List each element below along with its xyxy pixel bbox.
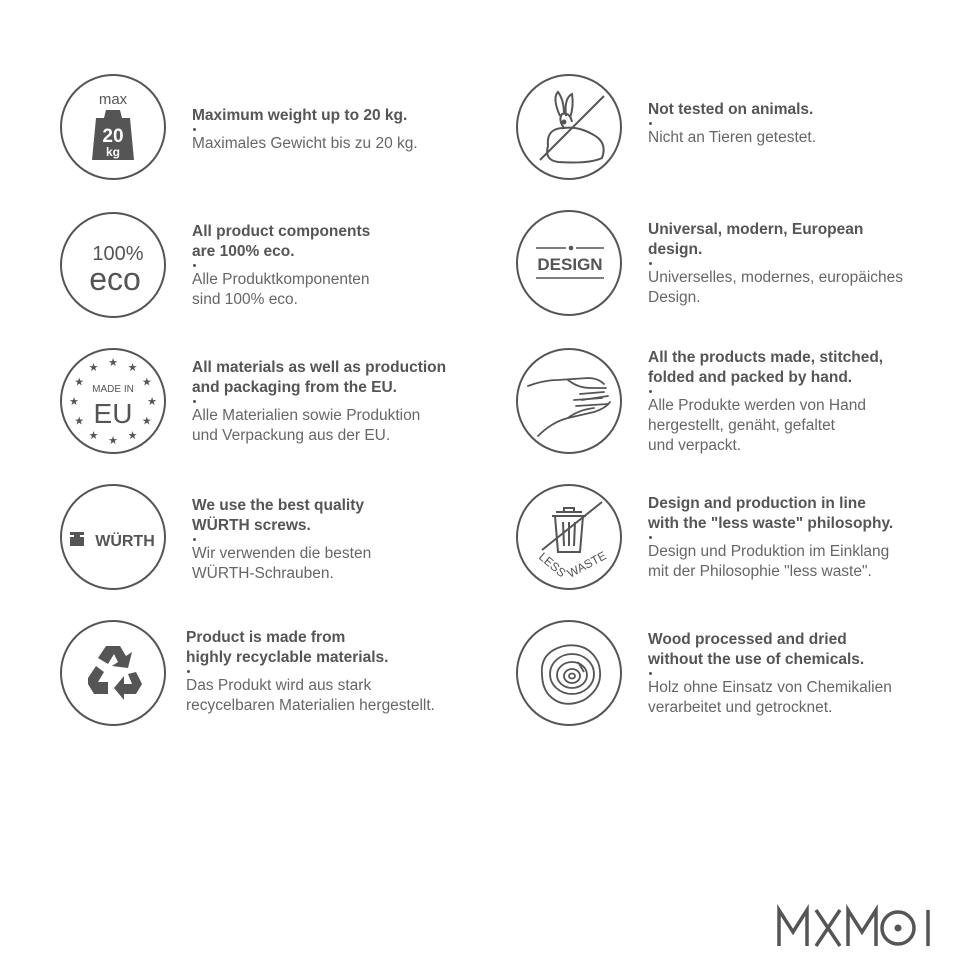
eu-star: ★ bbox=[127, 429, 138, 442]
feature-subtitle: Maximales Gewicht bis zu 20 kg. bbox=[192, 135, 418, 152]
feature-animals bbox=[516, 74, 956, 184]
rabbit-icon bbox=[516, 74, 622, 180]
eu-star: ★ bbox=[141, 415, 152, 428]
eu-star: ★ bbox=[108, 357, 118, 369]
svg-text:MADE IN: MADE IN bbox=[92, 384, 134, 395]
svg-text:kg: kg bbox=[105, 145, 121, 159]
svg-text:WÜRTH: WÜRTH bbox=[95, 533, 155, 550]
eu-star: ★ bbox=[108, 435, 118, 447]
wood-log-icon bbox=[516, 620, 622, 726]
eu-star: ★ bbox=[141, 376, 152, 389]
feature-subtitle: Alle Materialien sowie Produktion und Verpackung aus der EU. bbox=[192, 407, 421, 444]
feature-subtitle: Holz ohne Einsatz von Chemikalien verarbeitet und getrocknet. bbox=[648, 679, 892, 716]
made-in-eu-icon bbox=[60, 348, 166, 454]
feature-subtitle: Wir verwenden die besten WÜRTH-Schrauben. bbox=[192, 545, 372, 582]
hands-icon bbox=[516, 348, 622, 454]
eu-star: ★ bbox=[88, 362, 99, 375]
mamoi-logo bbox=[776, 902, 936, 950]
separator-dot bbox=[649, 122, 652, 125]
feature-subtitle: Alle Produkte werden von Hand hergestellt, genäht, gefaltet und verpackt. bbox=[648, 397, 866, 454]
separator-dot bbox=[187, 670, 190, 673]
feature-title: Not tested on animals. bbox=[648, 101, 814, 118]
feature-subtitle: Universelles, modernes, europäiches Design. bbox=[648, 269, 904, 306]
svg-text:LESS: LESS bbox=[536, 549, 569, 581]
svg-text:max: max bbox=[98, 91, 128, 108]
feature-weight bbox=[60, 74, 500, 184]
separator-dot bbox=[193, 128, 196, 131]
feature-title: We use the best quality WÜRTH screws. bbox=[192, 497, 364, 534]
eu-star: ★ bbox=[74, 376, 85, 389]
separator-dot bbox=[649, 536, 652, 539]
eu-star: ★ bbox=[69, 396, 79, 408]
feature-hands bbox=[516, 348, 956, 458]
feature-subtitle: Alle Produktkomponenten sind 100% eco. bbox=[192, 271, 370, 308]
weight-icon bbox=[60, 74, 166, 180]
feature-subtitle: Nicht an Tieren getestet. bbox=[648, 129, 817, 146]
svg-text:eco: eco bbox=[89, 261, 141, 297]
eu-star: ★ bbox=[147, 396, 157, 408]
separator-dot bbox=[649, 390, 652, 393]
separator-dot bbox=[649, 672, 652, 675]
feature-eco bbox=[60, 212, 500, 322]
feature-title: All the products made, stitched, folded and packed by hand. bbox=[648, 349, 884, 386]
design-icon bbox=[516, 210, 622, 316]
feature-design bbox=[516, 210, 956, 320]
svg-text:100%: 100% bbox=[92, 243, 144, 265]
svg-text:DESIGN: DESIGN bbox=[537, 255, 603, 274]
feature-title: All materials as well as production and packaging from the EU. bbox=[192, 359, 447, 396]
eu-star: ★ bbox=[88, 429, 99, 442]
feature-title: All product components are 100% eco. bbox=[192, 223, 371, 260]
feature-subtitle: Das Produkt wird aus stark recycelbaren Materialien hergestellt. bbox=[186, 677, 435, 714]
feature-title: Wood processed and dried without the use of chemicals. bbox=[648, 631, 865, 668]
eu-star: ★ bbox=[74, 415, 85, 428]
feature-recycle bbox=[60, 620, 500, 730]
feature-wurth bbox=[60, 484, 500, 594]
brand-text: MAMOI bbox=[776, 902, 780, 903]
separator-dot bbox=[193, 264, 196, 267]
eco-icon bbox=[60, 212, 166, 318]
feature-title: Universal, modern, European design. bbox=[648, 221, 864, 258]
feature-wood bbox=[516, 620, 956, 730]
feature-title: Maximum weight up to 20 kg. bbox=[192, 107, 408, 124]
svg-text:20: 20 bbox=[102, 126, 124, 147]
eu-star: ★ bbox=[127, 362, 138, 375]
wurth-icon bbox=[60, 484, 166, 590]
separator-dot bbox=[649, 262, 652, 265]
less-waste-icon bbox=[516, 484, 622, 590]
feature-subtitle: Design und Produktion im Einklang mit der Philosophie "less waste". bbox=[648, 543, 890, 580]
svg-text:EU: EU bbox=[93, 398, 133, 429]
svg-text:WASTE: WASTE bbox=[564, 548, 609, 581]
feature-less-waste bbox=[516, 484, 956, 594]
separator-dot bbox=[193, 538, 196, 541]
separator-dot bbox=[193, 400, 196, 403]
feature-eu bbox=[60, 348, 500, 458]
feature-title: Product is made from highly recyclable materials. bbox=[186, 629, 389, 666]
feature-title: Design and production in line with the "less waste" philosophy. bbox=[648, 495, 894, 532]
recycle-icon bbox=[60, 620, 166, 726]
